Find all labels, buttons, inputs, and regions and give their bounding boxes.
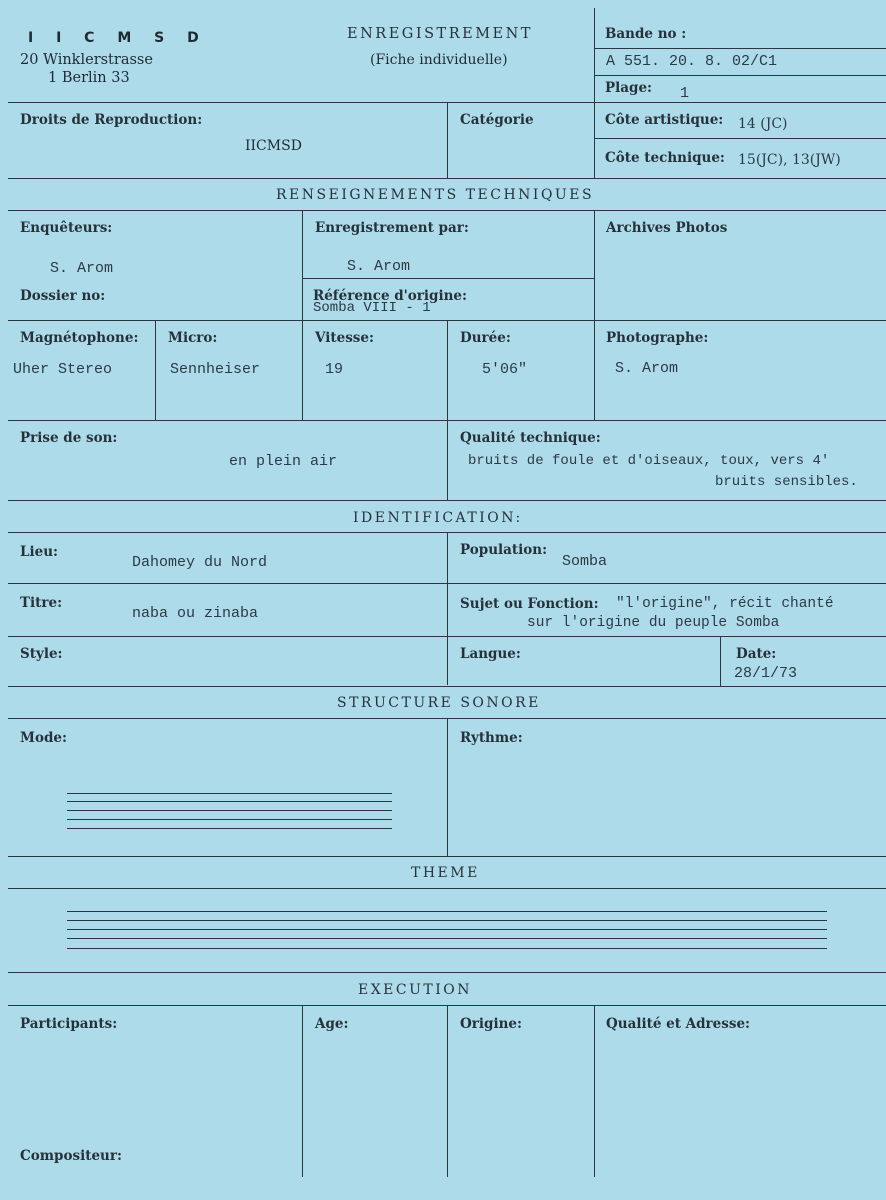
- divider: [8, 420, 886, 421]
- enqueteurs-label: Enquêteurs:: [20, 220, 113, 236]
- reference-value: Somba VIII - 1: [313, 300, 431, 316]
- prise-label: Prise de son:: [20, 430, 118, 446]
- reference-label: Référence d'origine:: [313, 288, 468, 304]
- vitesse-label: Vitesse:: [315, 330, 374, 346]
- lieu-label: Lieu:: [20, 544, 59, 560]
- photographe-value: S. Arom: [615, 360, 679, 377]
- cote-technique-value: 15(JC), 13(JW): [738, 152, 841, 168]
- org-city: 1 Berlin 33: [48, 70, 130, 86]
- cote-artistique-label: Côte artistique:: [605, 112, 724, 128]
- population-label: Population:: [460, 542, 548, 558]
- divider: [447, 420, 448, 500]
- sujet-line2: sur l'origine du peuple Somba: [527, 615, 780, 631]
- cote-technique-label: Côte technique:: [605, 150, 725, 166]
- divider: [8, 856, 886, 857]
- langue-label: Langue:: [460, 646, 521, 662]
- divider: [302, 320, 303, 420]
- divider: [8, 583, 886, 584]
- style-label: Style:: [20, 646, 63, 662]
- section-title-identification: IDENTIFICATION:: [353, 510, 523, 526]
- rights-value: IICMSD: [245, 138, 302, 154]
- sujet-label: Sujet ou Fonction:: [460, 596, 599, 612]
- divider: [594, 8, 595, 178]
- cote-artistique-value: 14 (JC): [738, 116, 788, 132]
- vitesse-value: 19: [325, 361, 344, 378]
- divider: [8, 210, 886, 211]
- plage-label: Plage:: [605, 80, 653, 96]
- archives-photos-label: Archives Photos: [606, 220, 728, 236]
- org-street: 20 Winklerstrasse: [20, 52, 153, 68]
- section-title-theme: THEME: [411, 865, 480, 881]
- divider: [8, 718, 886, 719]
- divider: [594, 1005, 595, 1177]
- divider: [155, 320, 156, 420]
- card-title: ENREGISTREMENT: [347, 26, 533, 42]
- bande-value: A 551. 20. 8. 02/C1: [606, 53, 778, 70]
- divider: [447, 102, 448, 178]
- divider: [8, 320, 886, 321]
- sujet-line1: "l'origine", récit chanté: [616, 596, 834, 612]
- categorie-label: Catégorie: [460, 112, 534, 128]
- rights-label: Droits de Reproduction:: [20, 112, 203, 128]
- dossier-label: Dossier no:: [20, 288, 106, 304]
- mode-label: Mode:: [20, 730, 67, 746]
- qualite-line1: bruits de foule et d'oiseaux, toux, vers 4': [468, 453, 830, 469]
- qualite-adresse-label: Qualité et Adresse:: [606, 1016, 751, 1032]
- duree-label: Durée:: [460, 330, 511, 346]
- prise-value: en plein air: [229, 453, 338, 470]
- origine-label: Origine:: [460, 1016, 522, 1032]
- divider: [8, 636, 886, 637]
- divider: [8, 178, 886, 179]
- divider: [447, 320, 448, 420]
- enregistrement-par-value: S. Arom: [347, 258, 411, 275]
- divider: [8, 532, 886, 533]
- enregistrement-par-label: Enregistrement par:: [315, 220, 469, 236]
- photographe-label: Photographe:: [606, 330, 709, 346]
- divider: [594, 138, 886, 139]
- bande-label: Bande no :: [605, 26, 687, 42]
- divider: [447, 532, 448, 685]
- duree-value: 5'06": [482, 361, 528, 378]
- magnetophone-label: Magnétophone:: [20, 330, 139, 346]
- divider: [302, 1005, 303, 1177]
- compositeur-label: Compositeur:: [20, 1148, 122, 1164]
- micro-label: Micro:: [168, 330, 218, 346]
- divider: [8, 888, 886, 889]
- divider: [8, 500, 886, 501]
- divider: [8, 972, 886, 973]
- rythme-label: Rythme:: [460, 730, 523, 746]
- divider: [594, 48, 886, 49]
- plage-value: 1: [680, 85, 690, 102]
- participants-label: Participants:: [20, 1016, 118, 1032]
- divider: [447, 1005, 448, 1177]
- micro-value: Sennheiser: [170, 361, 261, 378]
- org-name: I I C M S D: [28, 30, 208, 46]
- divider: [8, 1005, 886, 1006]
- divider: [447, 718, 448, 856]
- section-title-structure: STRUCTURE SONORE: [337, 695, 541, 711]
- magnetophone-value: Uher Stereo: [13, 361, 113, 378]
- divider: [594, 210, 595, 420]
- divider: [594, 75, 886, 76]
- divider: [8, 686, 886, 687]
- date-label: Date:: [736, 646, 777, 662]
- section-title-execution: EXECUTION: [358, 982, 473, 998]
- age-label: Age:: [315, 1016, 349, 1032]
- titre-value: naba ou zinaba: [132, 605, 259, 622]
- divider: [302, 278, 594, 279]
- qualite-label: Qualité technique:: [460, 430, 601, 446]
- population-value: Somba: [562, 553, 608, 570]
- section-title-technical: RENSEIGNEMENTS TECHNIQUES: [276, 187, 595, 203]
- titre-label: Titre:: [20, 595, 63, 611]
- qualite-line2: bruits sensibles.: [715, 474, 858, 490]
- divider: [720, 636, 721, 686]
- divider: [8, 102, 886, 103]
- card-subtitle: (Fiche individuelle): [370, 52, 508, 68]
- date-value: 28/1/73: [734, 665, 798, 682]
- lieu-value: Dahomey du Nord: [132, 554, 268, 571]
- divider: [302, 210, 303, 320]
- enqueteurs-value: S. Arom: [50, 260, 114, 277]
